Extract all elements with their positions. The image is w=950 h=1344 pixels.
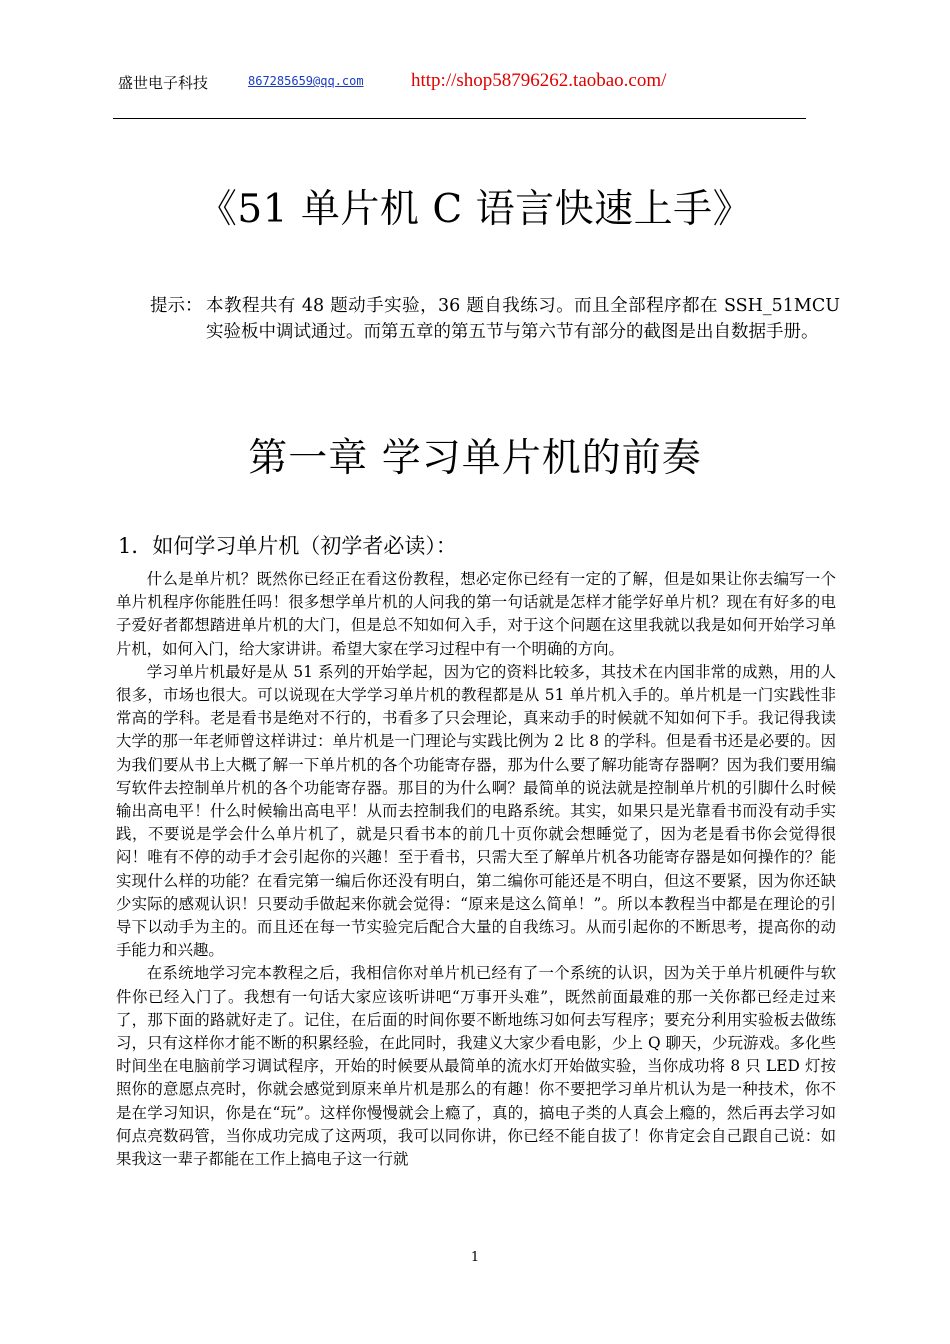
chapter-title: 第一章 学习单片机的前奏 xyxy=(248,436,702,481)
hint-text: 本教程共有 48 题动手实验，36 题自我练习。而且全部程序都在 SSH_51MCU 实验板中调试通过。而第五章的第五节与第六节有部分的截图是出自数据手册。 xyxy=(206,296,840,342)
page-header xyxy=(118,72,818,94)
company-name: 盛世电子科技 xyxy=(118,74,209,92)
paragraph: 什么是单片机？既然你已经正在看这份教程，想必定你已经有一定的了解，但是如果让你去编写一个单片机程序你能胜任吗！很多想学单片机的人问我的第一句话就是怎样才能学好单片机？现在有好多的电子爱好者都想踏进单片机的大门，但是总不知如何入手，对于这个问题在这里我就以我是如何开始学习单片机，如何入门，给大家讲讲。希望大家在学习过程中有一个明确的方向。 xyxy=(116,570,836,658)
paragraph: 学习单片机最好是从 51 系列的开始学起，因为它的资料比较多，其技术在内国非常的成熟，用的人很多，市场也很大。可以说现在大学学习单片机的教程都是从 51 单片机入手的。单片机是一门实践性非常高的学科。老是看书是绝对不行的，书看多了只会理论，真来动手的时候就不知如何下手。我记得我读大学的那一年老师曾这样讲过：单片机是一门理论与实践比例为 2 比 8 的学科。但是看书还是必要的。因为我们要从书上大概了解一下单片机的各个功能寄存器，那为什么要了解功能寄存器啊？因为我们要用编写软件去控制单片机的各个功能寄存器。那目的为什么啊？最简单的说法就是控制单片机的引脚什么时候输出高电平！什么时候输出高电平！从而去控制我们的电路系统。其实，如果只是光靠看书而没有动手实践，不要说是学会什么单片机了，就是只看书本的前几十页你就会想睡觉了，因为老是看书你会觉得很闷！唯有不停的动手才会引起你的兴趣！至于看书，只需大至了解单片机各功能寄存器是如何操作的？能实现什么样的功能？在看完第一编后你还没有明白，第二编你可能还是不明白，但这不要紧，因为你还缺少实际的感观认识！只要动手做起来你就会觉得：“原来是这么简单！”。所以本教程当中都是在理论的引导下以动手为主的。而且还在每一节实验完后配合大量的自我练习。从而引起你的不断思考，提高你的动手能力和兴趣。 xyxy=(116,662,836,960)
section-title: 1．如何学习单片机（初学者必读）： xyxy=(118,534,457,558)
email-link[interactable]: 867285659@qq.com xyxy=(248,74,364,88)
shop-url-link[interactable]: http://shop58796262.taobao.com/ xyxy=(411,70,667,91)
book-title: 《51 单片机 C 语言快速上手》 xyxy=(197,187,753,232)
header-divider xyxy=(113,118,806,119)
page-number: 1 xyxy=(470,1250,480,1265)
body-text xyxy=(116,568,836,1171)
hint-label: 提示： xyxy=(150,296,203,316)
paragraph: 在系统地学习完本教程之后，我相信你对单片机已经有了一个系统的认识，因为关于单片机硬件与软件你已经入门了。我想有一句话大家应该听讲吧“万事开头难”，既然前面最难的那一关你都已经走过来了，那下面的路就好走了。记住，在后面的时间你要不断地练习如何去写程序；要充分利用实验板去做练习，只有这样你才能不断的积累经验，在此同时，我建义大家少看电影，少上 Q 聊天，少玩游戏。多化些时间坐在电脑前学习调试程序，开始的时候要从最简单的流水灯开始做实验，当你成功将 8 只 LED 灯按照你的意愿点亮时，你就会感觉到原来单片机是那么的有趣！你不要把学习单片机认为是一种技术，你不是在学习知识，你是在“玩”。这样你慢慢就会上瘾了，真的，搞电子类的人真会上瘾的，然后再去学习如何点亮数码管，当你成功完成了这两项，我可以同你讲，你已经不能自拔了！你肯定会自己跟自己说：如果我这一辈子都能在工作上搞电子这一行就 xyxy=(116,964,836,1169)
hint-block xyxy=(150,293,840,345)
